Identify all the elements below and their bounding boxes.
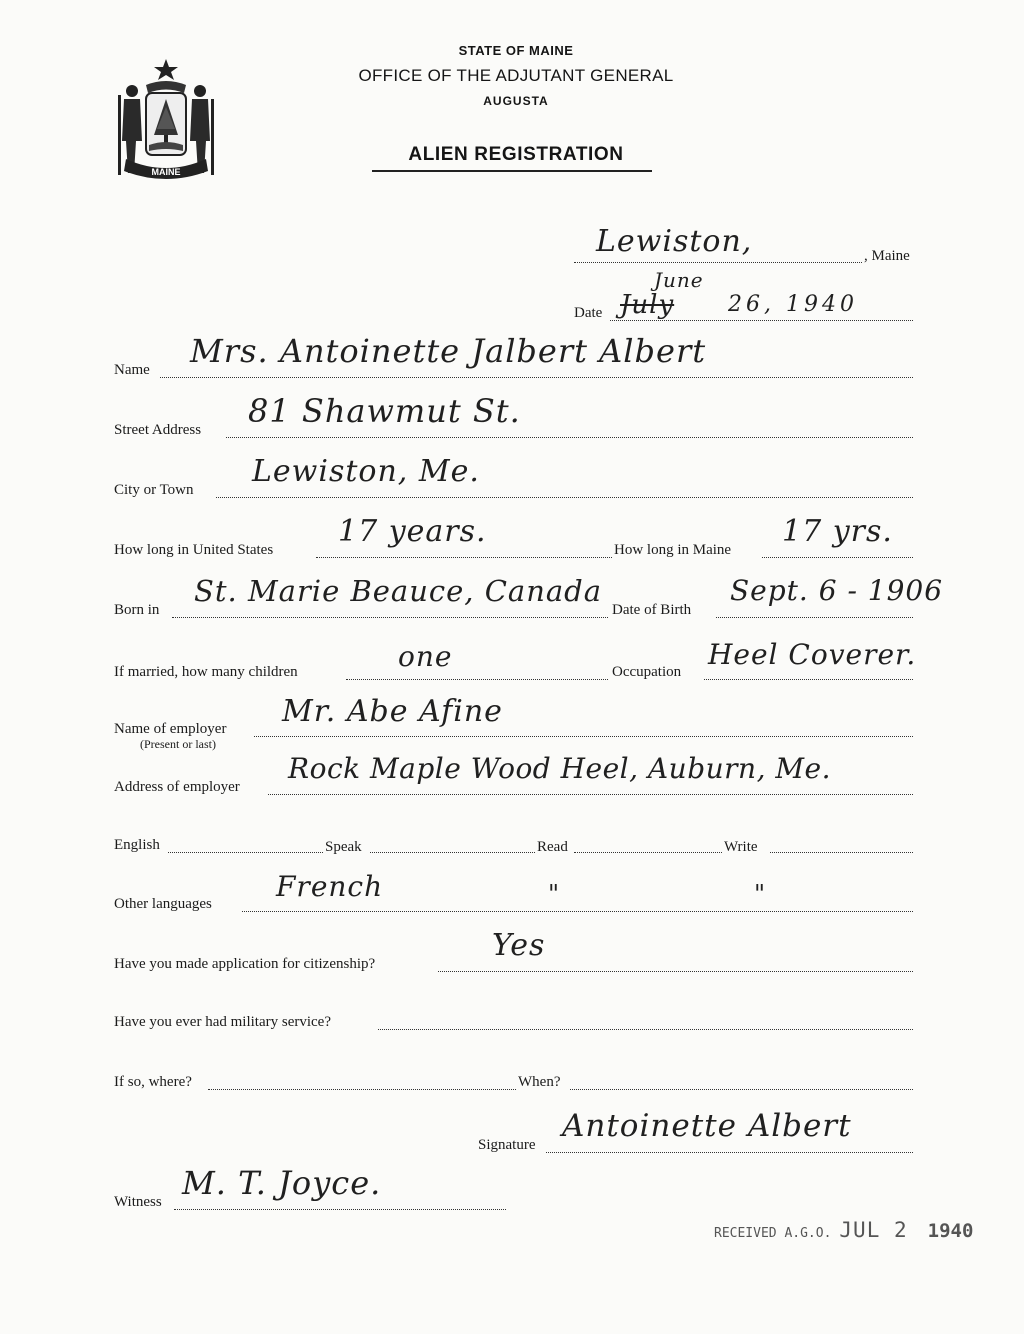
employer-address-label: Address of employer — [114, 779, 240, 795]
employer-name-sublabel: (Present or last) — [140, 737, 216, 751]
military-line — [378, 1029, 913, 1030]
when-label: When? — [518, 1074, 561, 1090]
read-line — [574, 852, 722, 853]
speak-label: Speak — [325, 839, 362, 855]
children-value: one — [398, 640, 453, 673]
signature-value: Antoinette Albert — [562, 1108, 852, 1144]
years-maine-label: How long in Maine — [614, 542, 732, 558]
occupation-label: Occupation — [612, 664, 682, 680]
born-in-value: St. Marie Beauce, Canada — [194, 574, 603, 608]
years-maine-line — [762, 557, 913, 558]
name-label: Name — [114, 362, 150, 378]
maine-label: , Maine — [864, 248, 910, 264]
form-title: ALIEN REGISTRATION — [408, 144, 624, 165]
other-languages-line — [242, 911, 913, 912]
stamp-received-text: RECEIVED A.G.O. — [714, 1226, 832, 1241]
other-language-read-ditto: " — [548, 880, 561, 908]
date-label: Date — [574, 305, 603, 321]
children-line — [346, 679, 608, 680]
name-value: Mrs. Antoinette Jalbert Albert — [190, 332, 707, 370]
military-label: Have you ever had military service? — [114, 1014, 331, 1030]
years-us-line — [316, 557, 612, 558]
witness-label: Witness — [114, 1194, 162, 1210]
years-maine-value: 17 yrs. — [782, 514, 893, 549]
state-heading: STATE OF MAINE — [458, 43, 574, 58]
citizenship-label: Have you made application for citizenship? — [114, 956, 376, 972]
stamp-date-text: JUL 2 — [839, 1218, 908, 1242]
witness-line — [174, 1209, 506, 1210]
street-address-line — [226, 437, 913, 438]
street-address-value: 81 Shawmut St. — [248, 392, 521, 430]
employer-name-line — [254, 736, 913, 737]
occupation-line — [704, 679, 913, 680]
town-value: Lewiston, — [596, 224, 753, 259]
other-languages-label: Other languages — [114, 896, 212, 912]
witness-value: M. T. Joyce. — [182, 1164, 382, 1202]
city-line — [216, 497, 913, 498]
signature-label: Signature — [478, 1137, 536, 1153]
english-label: English — [114, 837, 160, 853]
name-line — [160, 377, 913, 378]
english-line — [168, 852, 323, 853]
children-label: If married, how many children — [114, 664, 298, 680]
born-in-line — [172, 617, 608, 618]
if-so-where-line — [208, 1089, 516, 1090]
city-value: Lewiston, Me. — [252, 454, 480, 489]
date-of-birth-line — [716, 617, 913, 618]
occupation-value: Heel Coverer. — [708, 638, 917, 671]
received-stamp — [714, 1218, 973, 1242]
other-language-write-ditto: " — [754, 880, 767, 908]
date-day-year-value: 26, 1940 — [728, 292, 858, 317]
date-month-struck: July — [620, 290, 675, 320]
seal-banner-text: MAINE — [151, 167, 181, 177]
write-label: Write — [724, 839, 758, 855]
employer-address-line — [268, 794, 913, 795]
years-us-value: 17 years. — [338, 514, 487, 549]
if-so-where-label: If so, where? — [114, 1074, 192, 1090]
date-of-birth-value: Sept. 6 - 1906 — [730, 574, 944, 607]
read-label: Read — [537, 839, 568, 855]
employer-name-label: Name of employer — [114, 721, 227, 737]
date-line — [610, 320, 913, 321]
other-language-value: French — [276, 870, 384, 903]
city-heading: AUGUSTA — [483, 94, 549, 108]
date-month-value: June — [654, 268, 704, 292]
town-line — [574, 262, 862, 263]
signature-line — [546, 1152, 913, 1153]
citizenship-line — [438, 971, 913, 972]
when-line — [570, 1089, 913, 1090]
title-underline — [372, 170, 652, 172]
employer-name-value: Mr. Abe Afine — [282, 694, 503, 729]
write-line — [770, 852, 913, 853]
born-in-label: Born in — [114, 602, 160, 618]
speak-line — [370, 852, 535, 853]
employer-address-value: Rock Maple Wood Heel, Auburn, Me. — [288, 752, 832, 785]
date-of-birth-label: Date of Birth — [612, 602, 692, 618]
stamp-year-text: 1940 — [927, 1220, 974, 1242]
office-heading: OFFICE OF THE ADJUTANT GENERAL — [358, 66, 674, 85]
years-us-label: How long in United States — [114, 542, 274, 558]
city-label: City or Town — [114, 482, 194, 498]
citizenship-value: Yes — [492, 928, 546, 963]
street-address-label: Street Address — [114, 422, 202, 438]
